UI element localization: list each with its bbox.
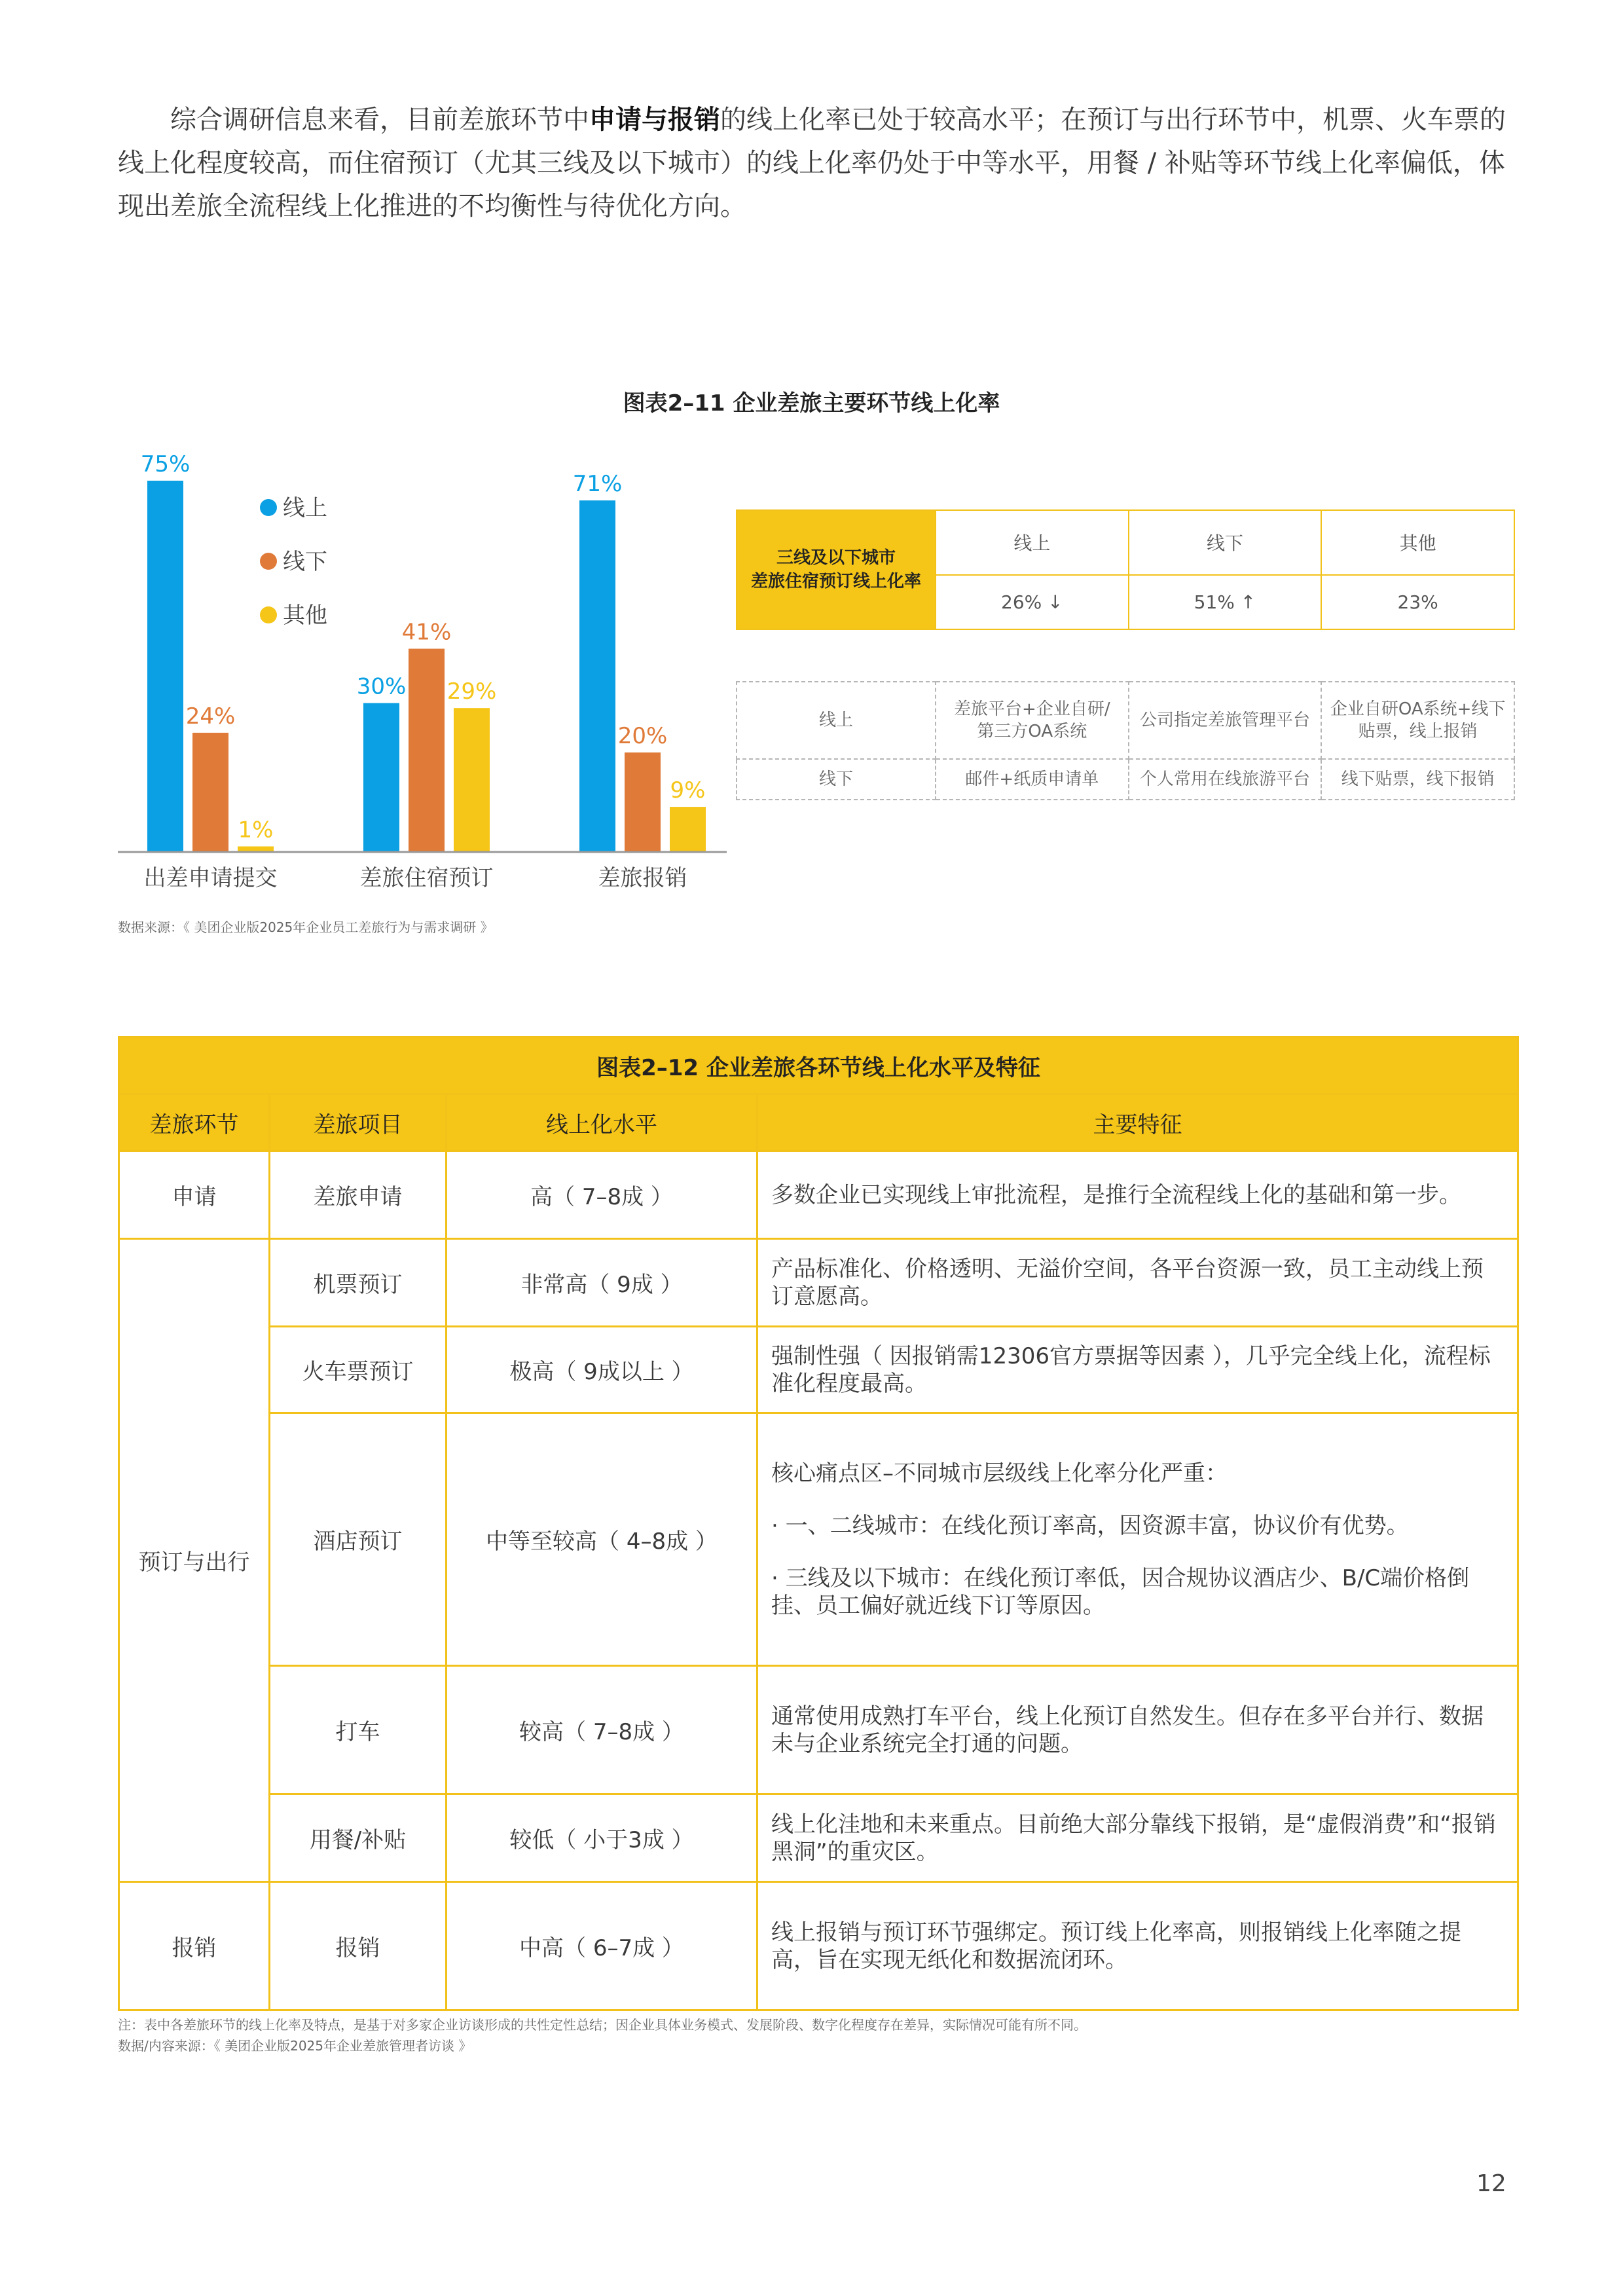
channel-row-label: 线下 [737,759,936,800]
level-cell: 极高（ 9成以上 ） [447,1327,757,1413]
bar [192,733,228,851]
legend-marker [260,499,277,516]
table-row [119,1794,1518,1882]
lodging-value-offline: 51% ↑ [1129,575,1322,629]
table-row [119,1239,1518,1327]
table-row [119,1413,1518,1666]
channel-cell: 个人常用在线旅游平台 [1129,759,1322,800]
channel-cell: 邮件+纸质申请单 [936,759,1129,800]
table-caption: 图表2–12 企业差旅各环节线上化水平及特征 [119,1037,1518,1094]
chart-source: 数据来源：《 美团企业版2025年企业员工差旅行为与需求调研 》 [118,919,494,935]
header-features: 主要特征 [757,1094,1518,1151]
data-label: 1% [238,817,274,843]
item-cell: 机票预订 [270,1239,447,1327]
features-cell: 多数企业已实现线上审批流程，是推行全流程线上化的基础和第一步。 [757,1151,1518,1239]
bar [147,481,183,851]
level-cell: 非常高（ 9成 ） [447,1239,757,1327]
data-label: 24% [185,703,236,730]
item-cell: 打车 [270,1666,447,1794]
header-item: 差旅项目 [270,1094,447,1151]
features-cell: 线上报销与预订环节强绑定。预订线上化率高，则报销线上化率随之提高，旨在实现无纸化和数据流闭环。 [757,1882,1518,2010]
lodging-header-online: 线上 [936,510,1129,575]
table-notes [118,2014,1087,2056]
lodging-header-other: 其他 [1321,510,1514,575]
level-cell: 较低（ 小于3成 ） [447,1794,757,1882]
category-label: 出差申请提交 [143,865,278,891]
category-label: 差旅住宿预订 [359,865,494,891]
table-note: 注：表中各差旅环节的线上化率及特点，是基于对多家企业访谈形成的共性定性总结；因企业具体业务模式、发展阶段、数字化程度存在差异，实际情况可能有所不同。 [118,2017,1087,2033]
online-level-table [118,1036,1519,2011]
item-cell: 火车票预订 [270,1327,447,1413]
lodging-header-offline: 线下 [1129,510,1322,575]
header-level: 线上化水平 [447,1094,757,1151]
table-row [119,1882,1518,2010]
table-row [119,1151,1518,1239]
intro-highlight: 申请与报销 [589,105,720,135]
intro-paragraph: 综合调研信息来看，目前差旅环节中申请与报销的线上化率已处于较高水平；在预订与出行环节中，机票、火车票的线上化程度较高，而住宿预订（尤其三线及以下城市）的线上化率仍处于中等水平，用餐 / 补贴等环节线上化率偏低，体现出差旅全流程线上化推进的不均衡性与待优化方向。 [118,105,1506,221]
level-cell: 高（ 7–8成 ） [447,1151,757,1239]
legend-label: 线上 [283,495,327,521]
channel-cell: 差旅平台+企业自研/ 第三方OA系统 [936,682,1129,759]
table-row [119,1327,1518,1413]
table-source: 数据/内容来源：《 美团企业版2025年企业差旅管理者访谈 》 [118,2038,472,2054]
bar-chart [111,445,733,904]
lodging-table-corner: 三线及以下城市 差旅住宿预订线上化率 [737,510,936,629]
item-cell: 用餐/补贴 [270,1794,447,1882]
data-label: 20% [617,723,668,750]
lodging-online-rate-table [736,509,1515,630]
data-label: 9% [670,777,706,804]
item-cell: 报销 [270,1882,447,2010]
level-cell: 较高（ 7–8成 ） [447,1666,757,1794]
bar [579,500,615,851]
bar [670,807,706,851]
figure-title: 图表2–11 企业差旅主要环节线上化率 [623,390,1000,417]
item-cell: 差旅申请 [270,1151,447,1239]
level-cell: 中高（ 6–7成 ） [447,1882,757,2010]
channel-cell: 公司指定差旅管理平台 [1129,682,1322,759]
legend-marker [260,606,277,623]
features-cell: 强制性强（ 因报销需12306官方票据等因素 ），几乎完全线上化，流程标准化程度最高。 [757,1327,1518,1413]
table-row [119,1666,1518,1794]
channel-table [736,681,1515,800]
features-cell: 核心痛点区–不同城市层级线上化率分化严重： · 一、二线城市：在线化预订率高，因资源丰富，协议价有优势。 · 三线及以下城市：在线化预订率低，因合规协议酒店少、B/C端价格倒挂、员工偏好就近线下订等原因。 [757,1413,1518,1666]
page-number: 12 [1476,2170,1506,2197]
lodging-value-online: 26% ↓ [936,575,1129,629]
data-label: 30% [356,673,407,700]
header-stage: 差旅环节 [119,1094,270,1151]
category-label: 差旅报销 [598,865,687,891]
stage-cell: 报销 [119,1882,270,2010]
channel-cell: 企业自研OA系统+线下 贴票，线上报销 [1321,682,1514,759]
bar [625,752,661,851]
channel-row [737,682,1514,759]
bar [238,846,274,851]
bar [454,708,490,851]
data-label: 41% [401,619,452,646]
bar [409,649,445,851]
data-label: 71% [572,471,623,498]
lodging-value-other: 23% [1321,575,1514,629]
data-label: 29% [447,678,497,705]
item-cell: 酒店预订 [270,1413,447,1666]
bar [363,703,399,851]
level-cell: 中等至较高（ 4–8成 ） [447,1413,757,1666]
data-label: 75% [140,451,191,477]
channel-row [737,759,1514,800]
features-cell: 线上化洼地和未来重点。目前绝大部分靠线下报销，是“虚假消费”和“报销黑洞”的重灾区。 [757,1794,1518,1882]
features-cell: 通常使用成熟打车平台，线上化预订自然发生。但存在多平台并行、数据未与企业系统完全打通的问题。 [757,1666,1518,1794]
features-cell: 产品标准化、价格透明、无溢价空间，各平台资源一致，员工主动线上预订意愿高。 [757,1239,1518,1327]
legend-label: 线下 [283,549,327,575]
legend-marker [260,553,277,570]
stage-cell: 申请 [119,1151,270,1239]
channel-row-label: 线上 [737,682,936,759]
stage-cell: 预订与出行 [119,1239,270,1882]
channel-cell: 线下贴票，线下报销 [1321,759,1514,800]
legend-label: 其他 [283,602,327,629]
